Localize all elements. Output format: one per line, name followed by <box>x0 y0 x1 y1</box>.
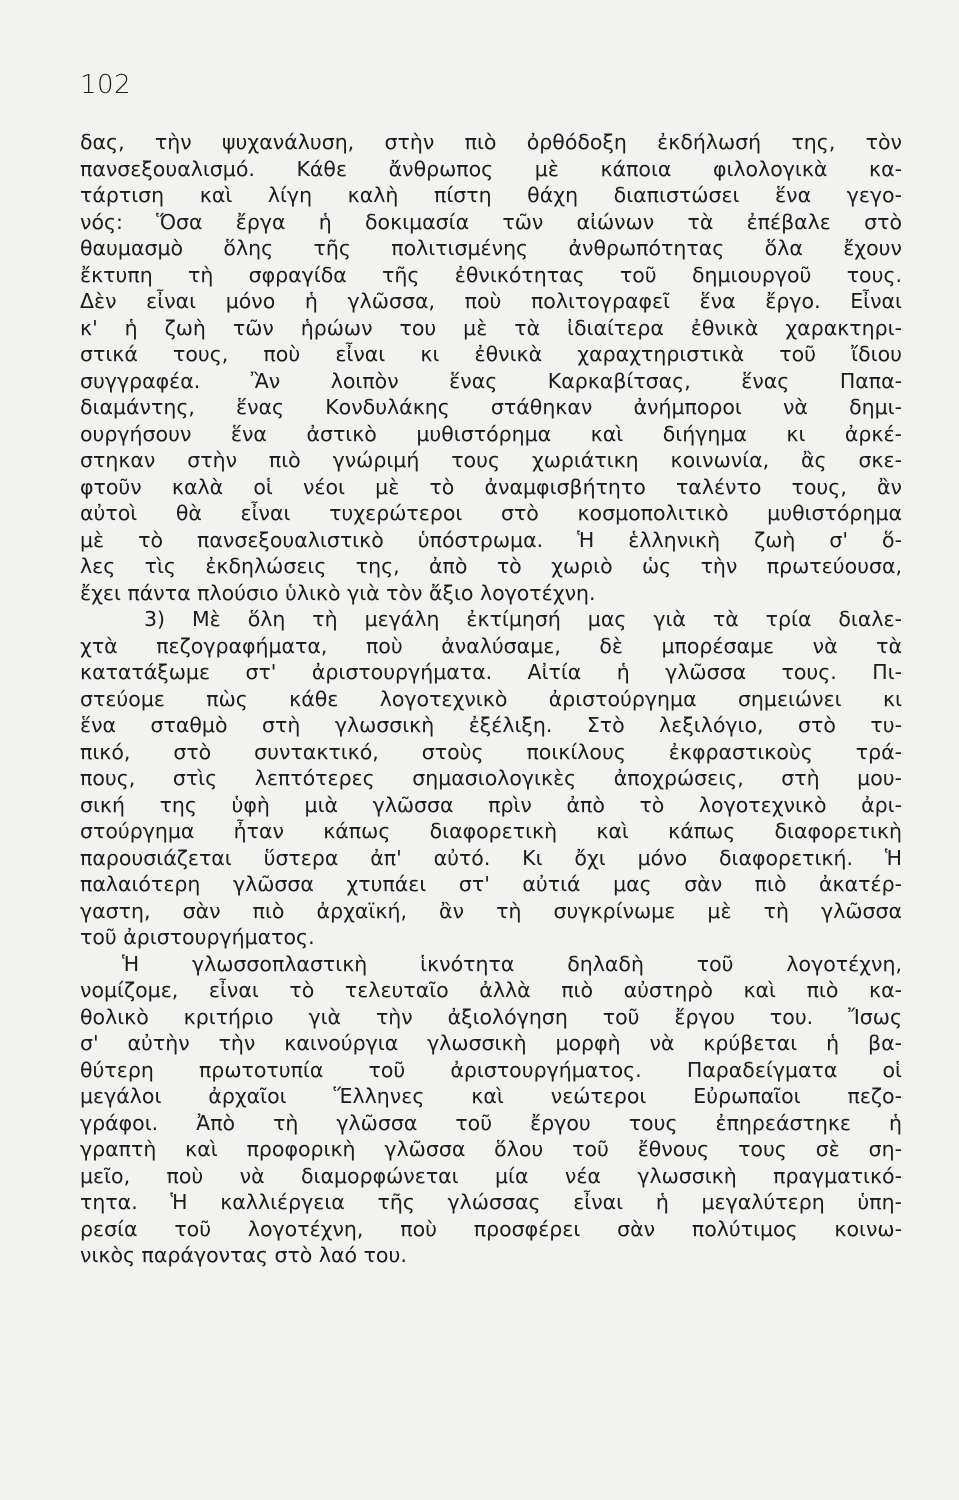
text-line: Ἡ γλωσσοπλαστικὴ ἱκνότητα δηλαδὴ τοῦ λογοτέχνη, <box>122 951 902 976</box>
text-line: κ' ἡ ζωὴ τῶν ἡρώων του μὲ τὰ ἰδιαίτερα ἐθνικὰ χαρακτηρι- <box>80 315 902 340</box>
text-line: αὐτοὶ θὰ εἶναι τυχερώτεροι στὸ κοσμοπολιτικὸ μυθιστόρημα <box>80 501 902 525</box>
text-line: στηκαν στὴν πιὸ γνώριμή τους χωριάτικη κοινωνία, ἂς σκε- <box>80 448 902 472</box>
text-line: μὲ τὸ πανσεξουαλιστικὸ ὑπόστρωμα. Ἡ ἑλληνικὴ ζωὴ σ' ὅ- <box>80 527 902 552</box>
text-line: τάρτιση καὶ λίγη καλὴ πίστη θάχη διαπιστώσει ἕνα γεγο- <box>80 183 902 207</box>
text-line: 3) Μὲ ὅλη τὴ μεγάλη ἐκτίμησή μας γιὰ τὰ τρία διαλε- <box>144 607 902 631</box>
text-line: θαυμασμὸ ὅλης τῆς πολιτισμένης ἀνθρωπότητας ὅλα ἔχουν <box>80 236 902 260</box>
text-line: πους, στὶς λεπτότερες σημασιολογικὲς ἀποχρώσεις, στὴ μου- <box>80 766 902 790</box>
text-line: κατατάξωμε στ' ἀριστουργήματα. Αἰτία ἡ γλῶσσα τους. Πι- <box>80 660 902 684</box>
text-line: πικό, στὸ συντακτικό, στοὺς ποικίλους ἐκφραστικοὺς τρά- <box>80 739 902 764</box>
text-line: χτὰ πεζογραφήματα, ποὺ ἀναλύσαμε, δὲ μπορέσαμε νὰ τὰ <box>80 633 902 658</box>
text-line: συγγραφέα. Ἂν λοιπὸν ἕνας Καρκαβίτσας, ἕνας Παπα- <box>80 368 902 393</box>
text-line: μεῖο, ποὺ νὰ διαμορφώνεται μία νέα γλωσσικὴ πραγματικό- <box>80 1163 902 1188</box>
text-line: γράφοι. Ἀπὸ τὴ γλῶσσα τοῦ ἔργου τους ἐπηρεάστηκε ἡ <box>80 1110 902 1135</box>
text-line: στούργημα ἦταν κάπως διαφορετικὴ καὶ κάπως διαφορετικὴ <box>80 819 902 843</box>
body-text <box>80 129 902 1269</box>
text-line: μεγάλοι ἀρχαῖοι Ἕλληνες καὶ νεώτεροι Εὐρωπαῖοι πεζο- <box>80 1084 902 1108</box>
text-line: σ' αὐτὴν τὴν καινούργια γλωσσικὴ μορφὴ νὰ κρύβεται ἡ βα- <box>80 1031 902 1055</box>
text-line: ἔχει πάντα πλούσιο ὑλικὸ γιὰ τὸν ἄξιο λογοτέχνη. <box>80 580 596 605</box>
text-line: νός: Ὅσα ἔργα ἡ δοκιμασία τῶν αἰώνων τὰ ἐπέβαλε στὸ <box>80 209 902 234</box>
text-line: γαστη, σὰν πιὸ ἀρχαϊκή, ἂν τὴ συγκρίνωμε μὲ τὴ γλῶσσα <box>80 898 902 923</box>
page-number: 102 <box>80 70 132 100</box>
text-line: λες τὶς ἐκδηλώσεις της, ἀπὸ τὸ χωριὸ ὡς τὴν πρωτεύουσα, <box>80 554 902 578</box>
text-line: δας, τὴν ψυχανάλυση, στὴν πιὸ ὀρθόδοξη ἐκδήλωσή της, τὸν <box>80 130 902 154</box>
text-line: τοῦ ἀριστουργήματος. <box>80 925 315 949</box>
text-line: γραπτὴ καὶ προφορικὴ γλῶσσα ὅλου τοῦ ἔθνους τους σὲ ση- <box>80 1137 902 1161</box>
text-line: πανσεξουαλισμό. Κάθε ἄνθρωπος μὲ κάποια φιλολογικὰ κα- <box>80 156 902 181</box>
text-line: διαμάντης, ἕνας Κονδυλάκης στάθηκαν ἀνήμποροι νὰ δημι- <box>80 395 902 419</box>
text-line: σική της ὑφὴ μιὰ γλῶσσα πρὶν ἀπὸ τὸ λογοτεχνικὸ ἀρι- <box>80 792 902 817</box>
text-line: στικά τους, ποὺ εἶναι κι ἐθνικὰ χαραχτηριστικὰ τοῦ ἴδιου <box>80 342 902 366</box>
text-line: θύτερη πρωτοτυπία τοῦ ἀριστουργήματος. Παραδείγματα οἱ <box>80 1057 902 1082</box>
text-line: ἕνα σταθμὸ στὴ γλωσσικὴ ἐξέλιξη. Στὸ λεξιλόγιο, στὸ τυ- <box>80 713 902 737</box>
text-line: Δὲν εἶναι μόνο ἡ γλῶσσα, ποὺ πολιτογραφεῖ ἕνα ἔργο. Εἶναι <box>80 289 902 313</box>
text-line: παρουσιάζεται ὕστερα ἀπ' αὐτό. Κι ὄχι μόνο διαφορετική. Ἡ <box>80 845 902 870</box>
text-line: τητα. Ἡ καλλιέργεια τῆς γλώσσας εἶναι ἡ μεγαλύτερη ὑπη- <box>80 1190 902 1214</box>
text-line: νομίζομε, εἶναι τὸ τελευταῖο ἀλλὰ πιὸ αὐστηρὸ καὶ πιὸ κα- <box>80 978 902 1002</box>
text-line: στεύομε πὼς κάθε λογοτεχνικὸ ἀριστούργημα σημειώνει κι <box>80 686 902 711</box>
text-line: νικὸς παράγοντας στὸ λαό του. <box>80 1243 407 1267</box>
text-line: ρεσία τοῦ λογοτέχνη, ποὺ προσφέρει σὰν πολύτιμος κοινω- <box>80 1216 902 1241</box>
text-line: παλαιότερη γλῶσσα χτυπάει στ' αὐτιά μας σὰν πιὸ ἀκατέρ- <box>80 872 902 896</box>
text-line: φτοῦν καλὰ οἱ νέοι μὲ τὸ ἀναμφισβήτητο ταλέντο τους, ἂν <box>80 474 902 499</box>
text-line: ουργήσουν ἕνα ἀστικὸ μυθιστόρημα καὶ διήγημα κι ἀρκέ- <box>80 421 902 446</box>
text-line: θολικὸ κριτήριο γιὰ τὴν ἀξιολόγηση τοῦ ἔργου του. Ἴσως <box>80 1004 902 1029</box>
text-line: ἔκτυπη τὴ σφραγίδα τῆς ἐθνικότητας τοῦ δημιουργοῦ τους. <box>80 262 902 287</box>
